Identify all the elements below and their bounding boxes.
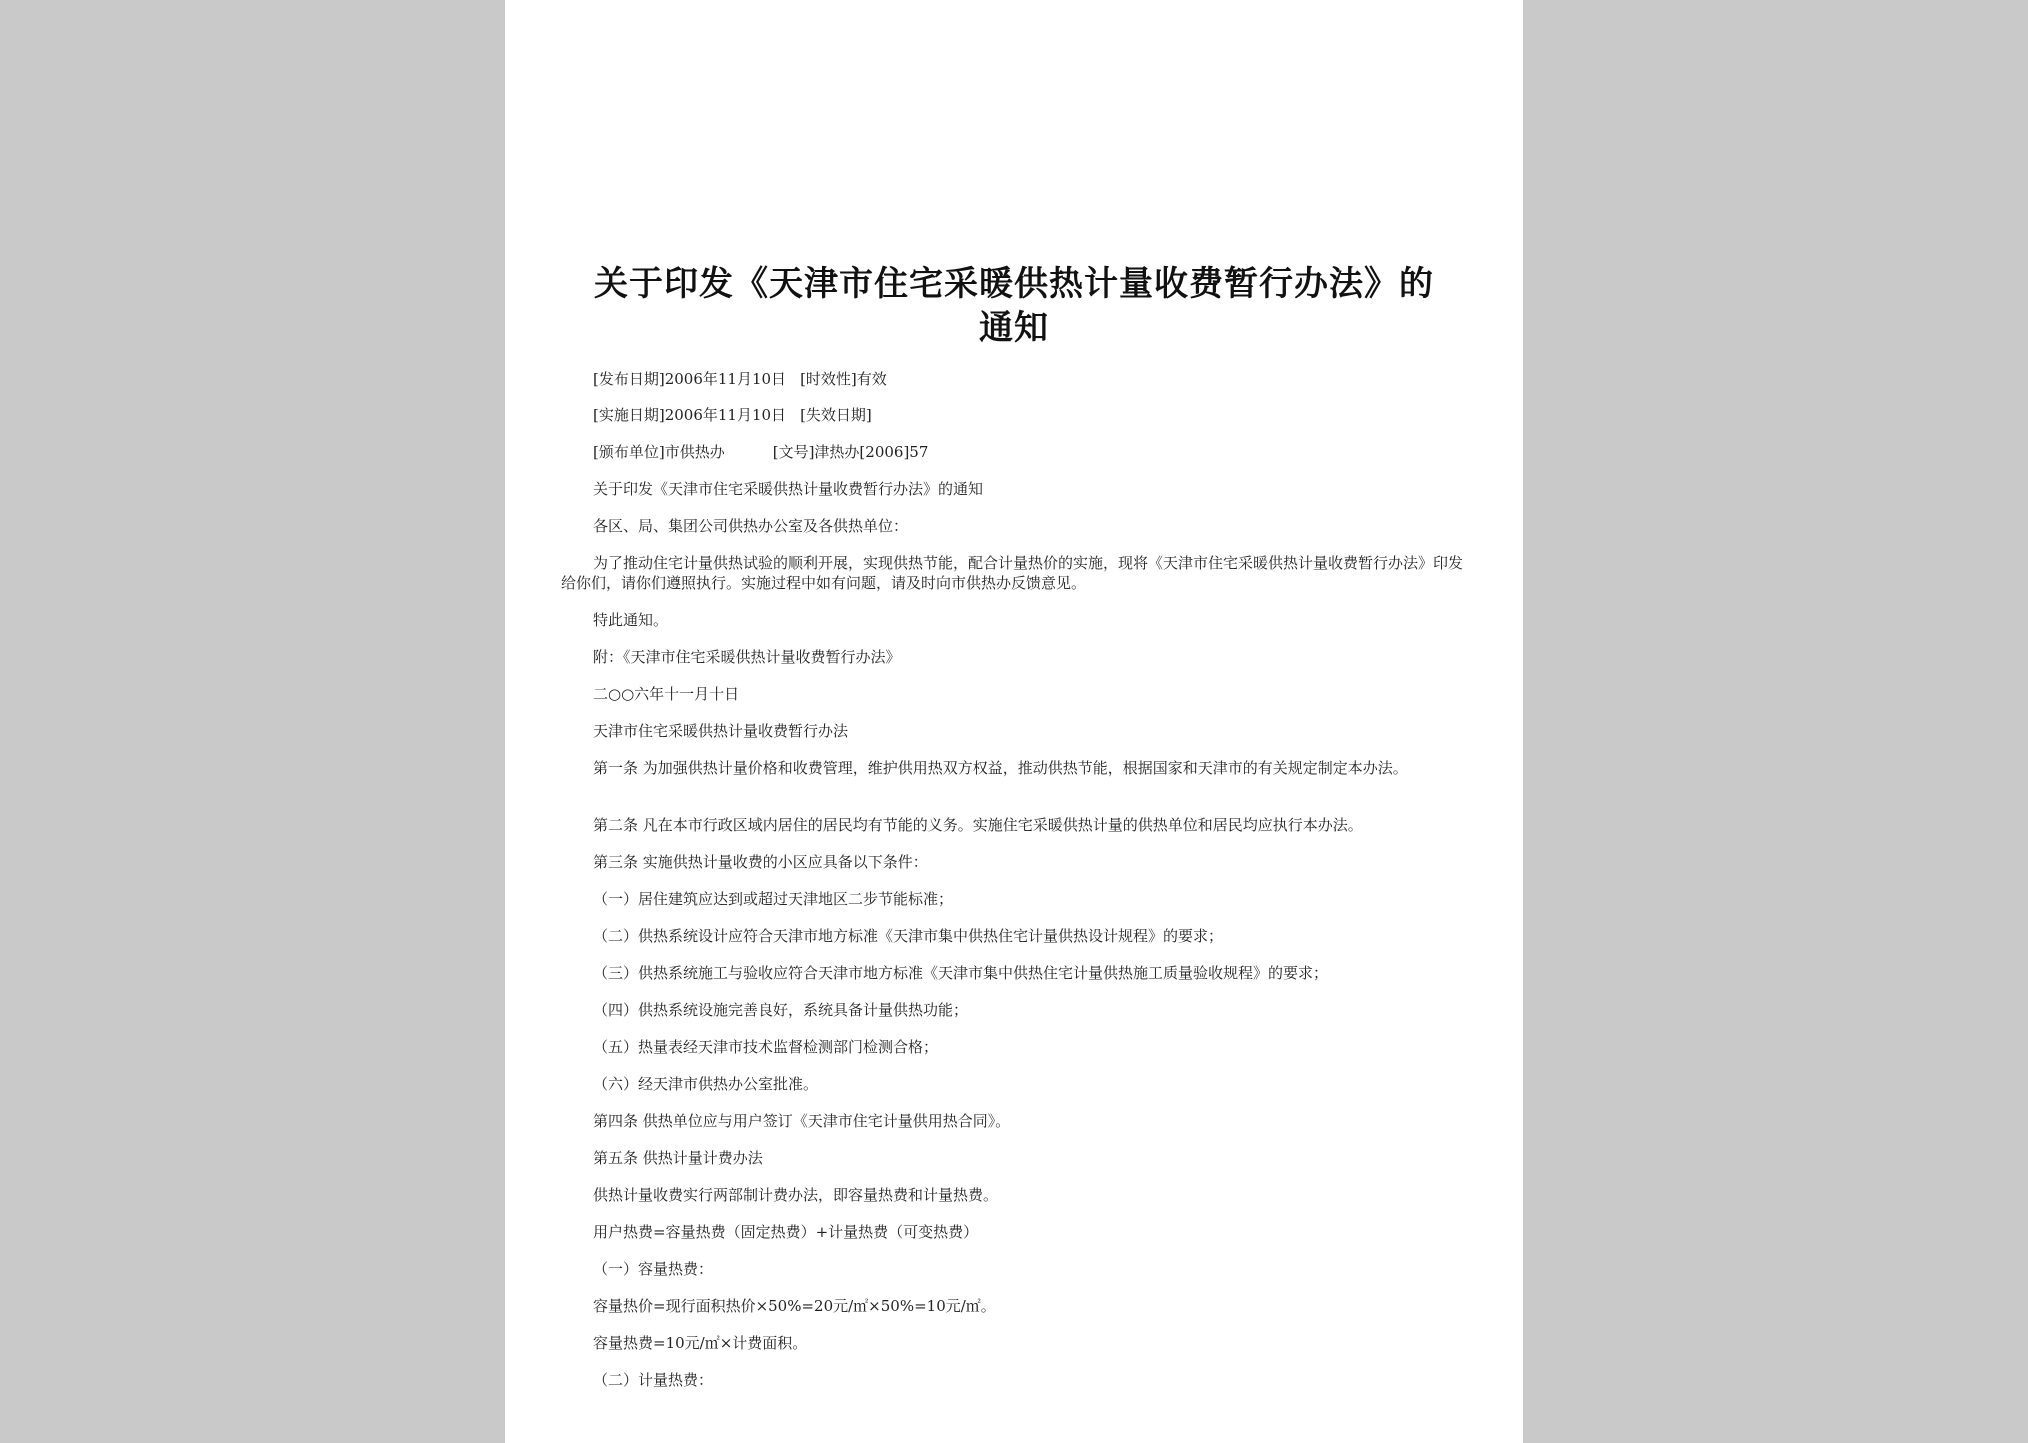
billing-method: 供热计量收费实行两部制计费办法，即容量热费和计量热费。 [593, 1186, 999, 1204]
subtitle: 关于印发《天津市住宅采暖供热计量收费暂行办法》的通知 [593, 480, 984, 498]
capacity-price: 容量热价=现行面积热价×50%=20元/㎡×50%=10元/㎡。 [593, 1297, 996, 1315]
condition-5: （五）热量表经天津市技术监督检测部门检测合格； [593, 1038, 939, 1056]
document-title [545, 262, 1483, 350]
addressee: 各区、局、集团公司供热办公室及各供热单位： [593, 517, 909, 535]
article-5: 第五条 供热计量计费办法 [593, 1149, 763, 1167]
effective-date: [实施日期]2006年11月10日 [593, 406, 787, 424]
meta-row-3 [593, 442, 928, 462]
doc-number: [文号]津热办[2006]57 [772, 443, 929, 461]
condition-3: （三）供热系统施工与验收应符合天津市地方标准《天津市集中供热住宅计量供热施工质量验收规程》的要求； [593, 964, 1329, 982]
billing-formula: 用户热费=容量热费（固定热费）+计量热费（可变热费） [593, 1223, 979, 1241]
measures-title: 天津市住宅采暖供热计量收费暂行办法 [593, 722, 849, 740]
meta-row-2 [593, 405, 872, 425]
intro-paragraph: 为了推动住宅计量供热试验的顺利开展，实现供热节能，配合计量热价的实施，现将《天津市住宅采暖供热计量收费暂行办法》印发给你们，请你们遵照执行。实施过程中如有问题，请及时向市供热办反馈意见。 [561, 554, 1464, 592]
condition-6: （六）经天津市供热办公室批准。 [593, 1075, 819, 1093]
condition-2: （二）供热系统设计应符合天津市地方标准《天津市集中供热住宅计量供热设计规程》的要求； [593, 927, 1224, 945]
capacity-heading: （一）容量热费： [593, 1260, 714, 1278]
attachment: 附：《天津市住宅采暖供热计量收费暂行办法》 [593, 648, 901, 666]
notice: 特此通知。 [593, 611, 669, 629]
article-3: 第三条 实施供热计量收费的小区应具备以下条件： [593, 853, 928, 871]
capacity-fee: 容量热费=10元/㎡×计费面积。 [593, 1334, 808, 1352]
condition-4: （四）供热系统设施完善良好，系统具备计量供热功能； [593, 1001, 969, 1019]
issuer: [颁布单位]市供热办 [593, 443, 725, 461]
metered-heading: （二）计量热费： [593, 1371, 714, 1389]
validity: [时效性]有效 [800, 370, 887, 388]
title-line-2: 通知 [979, 308, 1049, 348]
article-2: 第二条 凡在本市行政区域内居住的居民均有节能的义务。实施住宅采暖供热计量的供热单位和居民均应执行本办法。 [593, 816, 1363, 834]
publish-date: [发布日期]2006年11月10日 [593, 370, 787, 388]
article-1: 第一条 为加强供热计量价格和收费管理，维护供用热双方权益，推动供热节能，根据国家和天津市的有关规定制定本办法。 [593, 759, 1408, 777]
issue-date: 二○○六年十一月十日 [593, 685, 740, 703]
document-page [505, 0, 1523, 1443]
condition-1: （一）居住建筑应达到或超过天津地区二步节能标准； [593, 890, 954, 908]
meta-row-1 [593, 369, 887, 389]
article-4: 第四条 供热单位应与用户签订《天津市住宅计量供用热合同》。 [593, 1112, 1011, 1130]
expiry-date: [失效日期] [800, 406, 872, 424]
title-line-1: 关于印发《天津市住宅采暖供热计量收费暂行办法》的 [594, 264, 1434, 304]
